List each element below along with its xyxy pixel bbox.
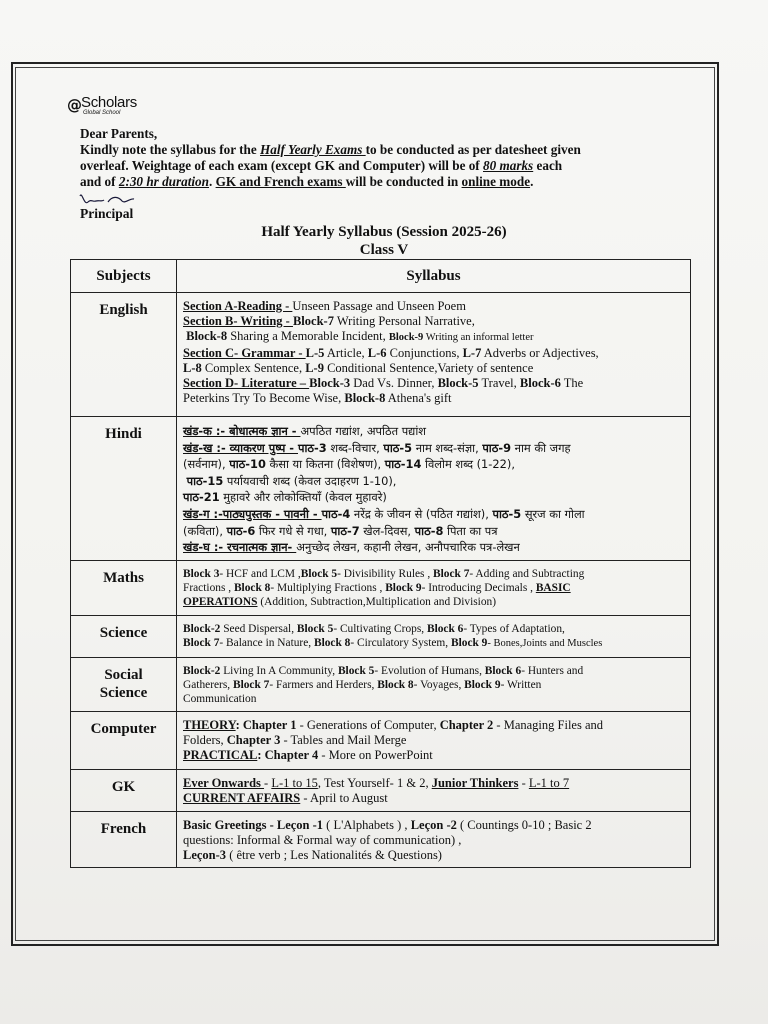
syllabus-title: Half Yearly Syllabus (Session 2025-26): [261, 224, 507, 240]
table-row-hindi: [71, 417, 691, 561]
syllabus-social-science: Block-2 Living In A Community, Block 5- Evolution of Humans, Block 6- Hunters and Gatherers, Block 7- Farmers and Herders, Block 8- Voyages, Block 9- Written Communication: [177, 657, 691, 711]
letter-line-2: overleaf. Weightage of each exam (except GK and Computer) will be of 80 marks each: [80, 158, 563, 173]
header-subjects: Subjects: [71, 260, 177, 293]
letter-line-3: and of 2:30 hr duration. GK and French exams will be conducted in online mode.: [80, 174, 534, 189]
syllabus-table: [70, 259, 691, 868]
syllabus-maths: Block 3- HCF and LCM ,Block 5- Divisibility Rules , Block 7- Adding and Subtracting Fractions , Block 8- Multiplying Fractions , Block 9- Introducing Decimals , BASIC OPERATIONS (Addition, Subtraction,Multiplication and Division): [177, 560, 691, 615]
syllabus-french: Basic Greetings - Leçon -1 ( L'Alphabets ) , Leçon -2 ( Countings 0-10 ; Basic 2 questions: Informal & Formal way of communication) , Leçon-3 ( être verb ; Les Nationalités & Questions): [177, 811, 691, 868]
syllabus-computer: THEORY: Chapter 1 - Generations of Computer, Chapter 2 - Managing Files and Folders, Chapter 3 - Tables and Mail Merge PRACTICAL: Chapter 4 - More on PowerPoint: [177, 711, 691, 769]
syllabus-english: Section A-Reading - Unseen Passage and Unseen Poem Section B- Writing - Block-7 Writing Personal Narrative, Block-8 Sharing a Memorable Incident, Block-9 Writing an informal letter Section C- Grammar - L-5 Article, L-6 Conjunctions, L-7 Adverbs or Adjectives, L-8 Complex Sentence, L-9 Conditional Sentence,Variety of sentence Section D- Literature – Block-3 Dad Vs. Dinner, Block-5 Travel, Block-6 The Peterkins Try To Become Wise, Block-8 Athena's gift: [177, 293, 691, 417]
syllabus-science: Block-2 Seed Dispersal, Block 5- Cultivating Crops, Block 6- Types of Adaptation, Block 7- Balance in Nature, Block 8- Circulatory System, Block 9- Bones,Joints and Muscles: [177, 615, 691, 657]
greeting: Dear Parents,: [80, 126, 158, 141]
school-subtitle: Global School: [83, 110, 121, 116]
subject-social-science: Social Science: [71, 657, 177, 711]
table-row-science: [71, 615, 691, 657]
syllabus-gk: Ever Onwards - L-1 to 15, Test Yourself- 1 & 2, Junior Thinkers - L-1 to 7 CURRENT AFFAIRS - April to August: [177, 769, 691, 811]
letter-body: [80, 126, 680, 190]
logo-swirl-icon: @: [67, 96, 82, 114]
table-header-row: [71, 260, 691, 293]
subject-english: English: [71, 293, 177, 417]
subject-gk: GK: [71, 769, 177, 811]
closing-principal: Principal: [80, 206, 134, 221]
header-syllabus: Syllabus: [177, 260, 691, 293]
syllabus-hindi: खंड-क :- बोधात्मक ज्ञान - अपठित गद्यांश, अपठित पद्यांश खंड-ख :- व्याकरण पुष्प - पाठ-3 शब्द-विचार, पाठ-5 नाम शब्द-संज्ञा, पाठ-9 नाम की जगह (सर्वनाम), पाठ-10 कैसा या कितना (विशेषण), पाठ-14 विलोम शब्द (1-22), पाठ-15 पर्यायवाची शब्द (केवल उदाहरण 1-10), पाठ-21 मुहावरे और लोकोक्तियाँ (केवल मुहावरे) खंड-ग :-पाठ्यपुस्तक - पावनी - पाठ-4 नरेंद्र के जीवन से (पठित गद्यांश), पाठ-5 सूरज का गोला (कविता), पाठ-6 फिर गधे से गधा, पाठ-7 खेल-दिवस, पाठ-8 पिता का पत्र खंड-घ :- रचनात्मक ज्ञान- अनुच्छेद लेखन, कहानी लेखन, अनौपचारिक पत्र-लेखन: [177, 417, 691, 561]
subject-maths: Maths: [71, 560, 177, 615]
table-row-english: [71, 293, 691, 417]
school-logo: [67, 94, 157, 122]
table-row-social-science: [71, 657, 691, 711]
table-row-computer: [71, 711, 691, 769]
subject-computer: Computer: [71, 711, 177, 769]
subject-hindi: Hindi: [71, 417, 177, 561]
subject-french: French: [71, 811, 177, 868]
letter-line-1: Kindly note the syllabus for the Half Yearly Exams to be conducted as per datesheet given: [80, 142, 581, 157]
table-row-gk: [71, 769, 691, 811]
subject-science: Science: [71, 615, 177, 657]
class-title: Class V: [359, 242, 409, 258]
table-row-maths: [71, 560, 691, 615]
table-row-french: [71, 811, 691, 868]
school-name: Scholars: [81, 94, 137, 111]
